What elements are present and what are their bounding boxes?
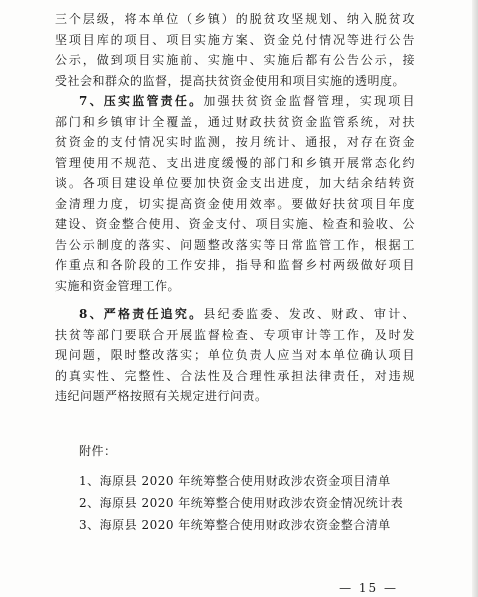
paragraph-8-first-line xyxy=(55,304,415,325)
attachments-title: 附件： xyxy=(79,443,117,458)
paragraph-line: 告公示制度的落实、问题整改落实等日常监管工作，根据工 xyxy=(55,237,415,252)
document-body xyxy=(55,9,415,537)
paragraph-line: 作重点和各阶段的工作安排，指导和监督乡村两级做好项目 xyxy=(55,258,415,272)
section-heading: 8、严格责任追究。 xyxy=(79,307,204,321)
attachment-item: 2、海原县 2020 年统筹整合使用财政涉农资金情况统计表 xyxy=(79,495,404,510)
page-edge-shadow xyxy=(472,0,478,597)
paragraph-line: 扶贫等部门要联合开展监督检查、专项审计等工作，及时发 xyxy=(55,327,415,342)
paragraph-text: 县纪委监委、发改、财政、审计、 xyxy=(203,307,415,321)
paragraph-line: 实施和资金管理工作。 xyxy=(55,278,181,293)
section-gap xyxy=(55,407,415,441)
paragraph-line: 违纪问题严格按照有关规定进行问责。 xyxy=(55,389,268,403)
paragraph-line: 管理使用不规范、支出进度缓慢的部门和乡镇开展常态化约 xyxy=(55,155,415,170)
paragraph-line: 的真实性、完整性、合法性及合理性承担法律责任，对违规 xyxy=(55,368,415,383)
attachment-item: 3、海原县 2020 年统筹整合使用财政涉农资金整合清单 xyxy=(79,517,391,532)
paragraph-line: 谈。各项目建设单位要加快资金支出进度，加大结余结转资 xyxy=(55,176,415,190)
page-number: — 15 — xyxy=(339,581,398,595)
paragraph-line: 三个层级，将本单位（乡镇）的脱贫攻坚规划、纳入脱贫攻 xyxy=(55,12,415,26)
attachment-item: 1、海原县 2020 年统筹整合使用财政涉农资金项目清单 xyxy=(79,473,391,488)
section-heading: 7、压实监管责任。 xyxy=(79,94,204,108)
paragraph-line: 金清理力度，切实提高资金使用效率。要做好扶贫项目年度 xyxy=(55,196,415,211)
paragraph-line: 建设、资金整合使用、资金支付、项目实施、检查和验收、公 xyxy=(55,217,415,231)
paragraph-7-first-line xyxy=(55,91,415,112)
paragraph-line: 现问题，限时整改落实；单位负责人应当对本单位确认项目 xyxy=(55,348,415,362)
paragraph-line: 公示，做到项目实施前、实施中、实施后都有公告公示，接 xyxy=(55,53,415,67)
attachments-gap xyxy=(55,463,415,471)
paragraph-gap xyxy=(55,296,415,304)
paragraph-line: 部门和乡镇审计全覆盖，通过财政扶贫资金监管系统，对扶 xyxy=(55,114,415,129)
paragraph-text: 加强扶贫资金监督管理，实现项目 xyxy=(203,94,415,108)
paragraph-line: 受社会和群众的监督，提高扶贫资金使用和项目实施的透明度。 xyxy=(55,73,406,88)
paragraph-line: 坚项目库的项目、项目实施方案、资金兑付情况等进行公告 xyxy=(55,32,415,47)
paragraph-line: 贫资金的支付情况实时监测，按月统计、通报，对存在资金 xyxy=(55,135,415,149)
